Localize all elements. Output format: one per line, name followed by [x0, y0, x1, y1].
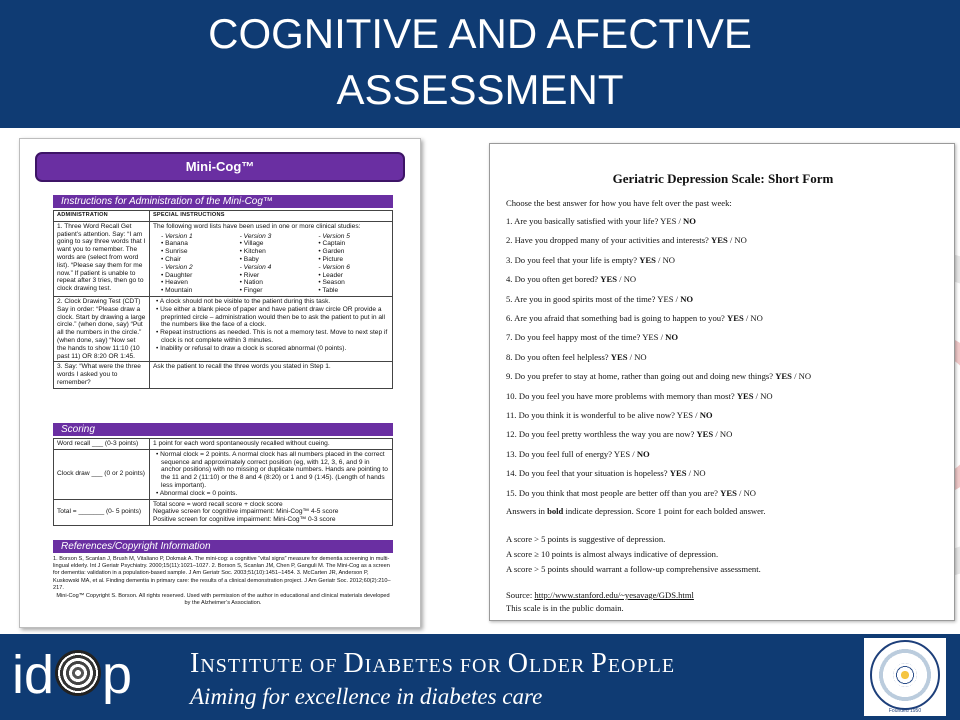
version-word: • Banana — [161, 240, 188, 248]
inst-initial: I — [190, 648, 201, 679]
gds-question-text: 3. Do you feel that your life is empty? — [506, 254, 638, 265]
gds-question-text: 4. Do you often get bored? — [506, 274, 599, 285]
logo-text-p: p — [102, 645, 133, 705]
version-word: • Captain — [318, 240, 346, 248]
version-block — [310, 264, 389, 295]
gds-intro: Choose the best answer for how you have felt over the past week: — [506, 198, 732, 208]
minicog-references-bar: References/Copyright Information — [53, 540, 393, 553]
gds-question-text: 7. Do you feel happy most of the time? — [506, 332, 641, 343]
minicog-instructions-bar: Instructions for Administration of the Mini-Cog™ — [53, 195, 393, 208]
gds-answer-yes: YES — [711, 235, 728, 246]
answers-note-post: indicate depression. Score 1 point for each bolded answer. — [565, 506, 766, 516]
gds-question: 1. Are you basically satisfied with your life? YES / NO — [506, 216, 696, 226]
inst-initial: P — [591, 648, 608, 679]
gds-question: 12. Do you feel pretty worthless the way you are now? YES / NO — [506, 429, 733, 440]
step1-special — [150, 222, 392, 296]
step3-admin: 3. Say: “What were the three words I asked you to remember? — [54, 362, 150, 387]
step2-bullet: • A clock should not be visible to the patient during this task. — [156, 297, 331, 305]
score-total-desc — [150, 500, 392, 525]
step3-row — [54, 361, 392, 387]
inst-initial: D — [343, 648, 365, 679]
version-block — [153, 233, 232, 264]
version-word: • Finger — [239, 287, 263, 295]
minicog-scoring-table — [53, 438, 393, 526]
gds-answer-yes: YES — [600, 274, 617, 285]
gds-answer-no: NO — [699, 410, 713, 420]
gds-title: Geriatric Depression Scale: Short Form — [612, 171, 834, 186]
score-total-line: Total score = word recall score + clock score — [153, 500, 283, 508]
version-title: - Version 2 — [161, 263, 193, 271]
target-icon — [55, 650, 101, 696]
version-title: - Version 4 — [239, 263, 272, 271]
version-word: • Chair — [161, 255, 181, 263]
score-total-line: Positive screen for cognitive impairment: Mini-Cog™ 0-3 score — [153, 516, 336, 524]
score-clock-bullet: • Normal clock = 2 points. A normal clock has all numbers placed in the correct sequence and approximately correct position (eg, with 12, 3, 6, and 9 in anchor positions) with no missing or duplicate numbers. Hands are pointing to the 11 and 2 (11:10) or the 8 and 4 (8:20) or 1 and 9 (1:45). (Length of hands less important). — [156, 450, 388, 489]
gds-answer-no: NO — [743, 487, 756, 498]
version-block — [310, 233, 389, 264]
footer-band — [0, 634, 960, 720]
gds-question: 9. Do you prefer to stay at home, rather than going out and doing new things? YES / NO — [506, 371, 812, 382]
version-block — [153, 264, 232, 295]
gds-answer-yes: YES — [610, 351, 628, 362]
gds-question: 4. Do you often get bored? YES / NO — [506, 274, 637, 285]
gds-question-text: 15. Do you think that most people are better off than you are? — [506, 487, 718, 498]
version-word: • Sunrise — [161, 248, 188, 256]
step2-bullet: • Use either a blank piece of paper and have patient draw circle OR provide a preprinted circle – administration would then be to ask the patient to put in all the numbers like the face of a clock. — [156, 305, 385, 329]
minicog-instructions-table — [53, 210, 393, 389]
score-clock-label: Clock draw ___ (0 or 2 points) — [54, 450, 150, 499]
answers-note-pre: Answers in — [506, 506, 545, 516]
gds-answer-no: NO — [734, 235, 747, 246]
gds-question: 5. Are you in good spirits most of the time? YES / NO — [506, 293, 694, 304]
step1-row — [54, 221, 392, 296]
gds-answer-yes: YES — [639, 254, 656, 265]
gds-answer-yes: YES — [775, 371, 792, 382]
gds-question-text: 2. Have you dropped many of your activities and interests? — [506, 235, 709, 246]
slide-title-line1: COGNITIVE AND AFECTIVE — [208, 10, 752, 57]
slide-title — [0, 6, 960, 118]
version-word: • Season — [318, 279, 345, 287]
inst-word: NSTITUTE OF — [200, 655, 344, 677]
gds-answer-yes: YES — [720, 487, 737, 498]
logo-text-id: id — [12, 645, 55, 705]
score-clock-bullet: • Abnormal clock = 0 points. — [156, 489, 238, 497]
gds-question-text: 9. Do you prefer to stay at home, rather than going out and doing new things? — [506, 371, 774, 382]
minicog-scoring-bar: Scoring — [53, 423, 393, 436]
version-word: • Daughter — [161, 271, 193, 279]
gds-question: 14. Do you feel that your situation is hopeless? YES / NO — [506, 468, 706, 479]
version-block — [232, 233, 311, 264]
gds-answer-no: NO — [719, 429, 733, 440]
seal-year: Founded 1950 — [888, 708, 922, 714]
inst-initial: O — [507, 648, 530, 679]
gds-question-text: 13. Do you feel full of energy? — [506, 448, 613, 459]
minicog-panel — [19, 138, 421, 628]
minicog-copyright: Mini-Cog™ Copyright S. Borson. All rights reserved. Used with permission of the author in educational and clinical materials developed by the Alzheimer’s Association. — [56, 593, 390, 607]
gds-answer-no: NO — [665, 332, 679, 343]
step2-bullet: • Inability or refusal to draw a clock is scored abnormal (0 points). — [156, 344, 347, 352]
gds-answer-no: NO — [693, 468, 706, 479]
gds-source-label: Source: — [506, 590, 533, 600]
version-word: • Nation — [239, 279, 263, 287]
tagline: Aiming for excellence in diabetes care — [190, 684, 543, 709]
col-special-instructions: SPECIAL INSTRUCTIONS — [153, 212, 225, 218]
gds-answer-no: NO — [798, 371, 812, 382]
version-title: - Version 1 — [161, 232, 193, 240]
version-word: • Picture — [318, 255, 343, 263]
step1-intro: The following word lists have been used in one or more clinical studies: — [153, 222, 361, 230]
gds-question-text: 6. Are you afraid that something bad is going to happen to you? — [506, 313, 725, 323]
gds-score-line: A score > 5 points should warrant a follow-up comprehensive assessment. — [506, 564, 761, 574]
gds-answer-no: NO — [636, 448, 650, 459]
score-clock-desc — [150, 450, 392, 499]
gds-question: 8. Do you often feel helpless? YES / NO — [506, 351, 647, 362]
score-word-desc: 1 point for each word spontaneously recalled without cueing. — [153, 440, 330, 447]
gds-question: 2. Have you dropped many of your activities and interests? YES / NO — [506, 235, 747, 246]
gds-question: 3. Do you feel that your life is empty? YES / NO — [506, 254, 676, 265]
gds-answer-yes: YES — [657, 293, 674, 304]
version-title: - Version 6 — [318, 263, 350, 271]
score-word-row — [54, 439, 392, 449]
answers-note-bold: bold — [547, 506, 564, 516]
gds-answer-yes: YES — [642, 332, 659, 343]
gds-answer-yes: YES — [613, 448, 631, 459]
version-word: • Mountain — [161, 287, 193, 295]
step2-admin: 2. Clock Drawing Test (CDT) Say in order: “Please draw a clock. Start by drawing a large circle.” (when done, say) “Put all the numbers in the circle.” (when done, say) “Now set the hands to show 11:10 (10 past 11) OR 8:20 OR 1:45. — [54, 297, 150, 361]
gds-answer-no: NO — [623, 274, 637, 285]
version-word: • River — [239, 271, 260, 279]
seal-flower-icon — [893, 663, 917, 687]
inst-word: IABETES FOR — [364, 655, 508, 677]
score-total-label: Total = _______ (0- 5 points) — [54, 500, 150, 525]
table-header-row — [54, 211, 392, 221]
gds-panel — [489, 143, 955, 621]
gds-question: 13. Do you feel full of energy? YES / NO — [506, 448, 650, 459]
score-total-row — [54, 499, 392, 525]
word-versions — [153, 233, 389, 295]
minicog-header: Mini-Cog™ — [35, 152, 405, 182]
inst-word: EOPLE — [607, 655, 676, 677]
gds-score-line: A score > 5 points is suggestive of depression. — [506, 534, 666, 544]
col-administration: ADMINISTRATION — [54, 211, 150, 221]
association-seal — [864, 638, 946, 716]
gds-answer-yes: YES — [669, 468, 687, 479]
version-word: • Table — [318, 287, 339, 295]
version-word: • Heaven — [161, 279, 188, 287]
gds-answer-no: NO — [683, 216, 696, 226]
gds-answer-no: NO — [634, 351, 647, 362]
gds-question-text: 5. Are you in good spirits most of the time? — [506, 293, 656, 304]
step2-row — [54, 296, 392, 361]
slide-title-line2: ASSESSMENT — [336, 66, 624, 113]
gds-question: 15. Do you think that most people are better off than you are? YES / NO — [506, 487, 756, 498]
version-block — [232, 264, 311, 295]
gds-answer-no: NO — [750, 313, 763, 323]
score-total-line: Negative screen for cognitive impairment: Mini-Cog™ 4-5 score — [153, 508, 339, 516]
gds-answer-no: NO — [680, 293, 694, 304]
gds-source — [506, 590, 694, 600]
title-band — [0, 0, 960, 128]
gds-answer-yes: YES — [696, 429, 714, 440]
step2-special — [150, 297, 392, 361]
version-word: • Village — [239, 240, 264, 248]
gds-answer-yes: YES — [727, 313, 744, 323]
version-word: • Leader — [318, 271, 343, 279]
inst-word: LDER — [529, 655, 592, 677]
gds-answer-yes: YES — [660, 216, 677, 226]
step2-bullet: • Repeat instructions as needed. This is not a memory test. Move to next step if clock is not complete within 3 minutes. — [156, 329, 388, 344]
minicog-references: 1. Borson S, Scanlan J, Brush M, Vitaliano P, Dokmak A. The mini-cog: a cognitive “vital signs” measure for dementia screening in multi-lingual elderly. Int J Geriatr Psychiatry. 2000;15(11):1021–1027. 2. Borson S, Scanlan JM, Chen P, Ganguli M. The Mini-Cog as a screen for dementia: validation in a population-based sample. J Am Geriatr Soc. 2003;51(10):1451–1454. 3. McCarten JR, Anderson P, Kuskowski MA, et al. Finding dementia in primary care: the results of a clinical demonstration project. J Am Geriatr Soc. 2012;60(2):210–217. — [53, 556, 391, 591]
gds-answer-no: NO — [662, 254, 676, 265]
gds-source-link[interactable]: http://www.stanford.edu/~yesavage/GDS.html — [534, 590, 694, 600]
version-word: • Kitchen — [239, 248, 266, 256]
gds-question: 10. Do you feel you have more problems with memory than most? YES / NO — [506, 390, 773, 401]
version-word: • Baby — [239, 255, 259, 263]
gds-question: 11. Do you think it is wonderful to be alive now? YES / NO — [506, 410, 713, 420]
gds-score-line: A score ≥ 10 points is almost always indicative of depression. — [506, 549, 719, 559]
gds-question-text: 12. Do you feel pretty worthless the way you are now? — [506, 429, 695, 440]
gds-answers-note — [506, 506, 765, 516]
gds-question-text: 10. Do you feel you have more problems with memory than most? — [506, 390, 735, 401]
gds-question-text: 11. Do you think it is wonderful to be alive now? — [506, 410, 675, 420]
gds-question-text: 8. Do you often feel helpless? — [506, 351, 609, 362]
gds-answer-yes: YES — [676, 410, 693, 420]
gds-public-domain: This scale is in the public domain. — [506, 603, 624, 613]
gds-question: 6. Are you afraid that something bad is going to happen to you? YES / NO — [506, 313, 763, 323]
gds-question: 7. Do you feel happy most of the time? YES / NO — [506, 332, 679, 343]
score-word-label: Word recall ___ (0-3 points) — [54, 439, 150, 449]
step3-special: Ask the patient to recall the three words you stated in Step 1. — [153, 363, 331, 371]
gds-question-text: 1. Are you basically satisfied with your life? — [506, 216, 659, 226]
version-title: - Version 5 — [318, 232, 350, 240]
version-word: • Garden — [318, 248, 345, 256]
institute-name — [190, 648, 675, 680]
score-clock-row — [54, 449, 392, 499]
gds-answer-yes: YES — [736, 390, 754, 401]
step1-admin: 1. Three Word Recall Get patient’s attention. Say: “I am going to say three words that I want you to remember. The words are (select from word list). “Please say them for me now.” If patient is unable to repeat after 3 tries, then go to clock drawing test. — [54, 222, 150, 296]
gds-question-text: 14. Do you feel that your situation is hopeless? — [506, 468, 668, 479]
version-title: - Version 3 — [239, 232, 272, 240]
idop-logo — [12, 640, 132, 710]
gds-answer-no: NO — [760, 390, 773, 401]
